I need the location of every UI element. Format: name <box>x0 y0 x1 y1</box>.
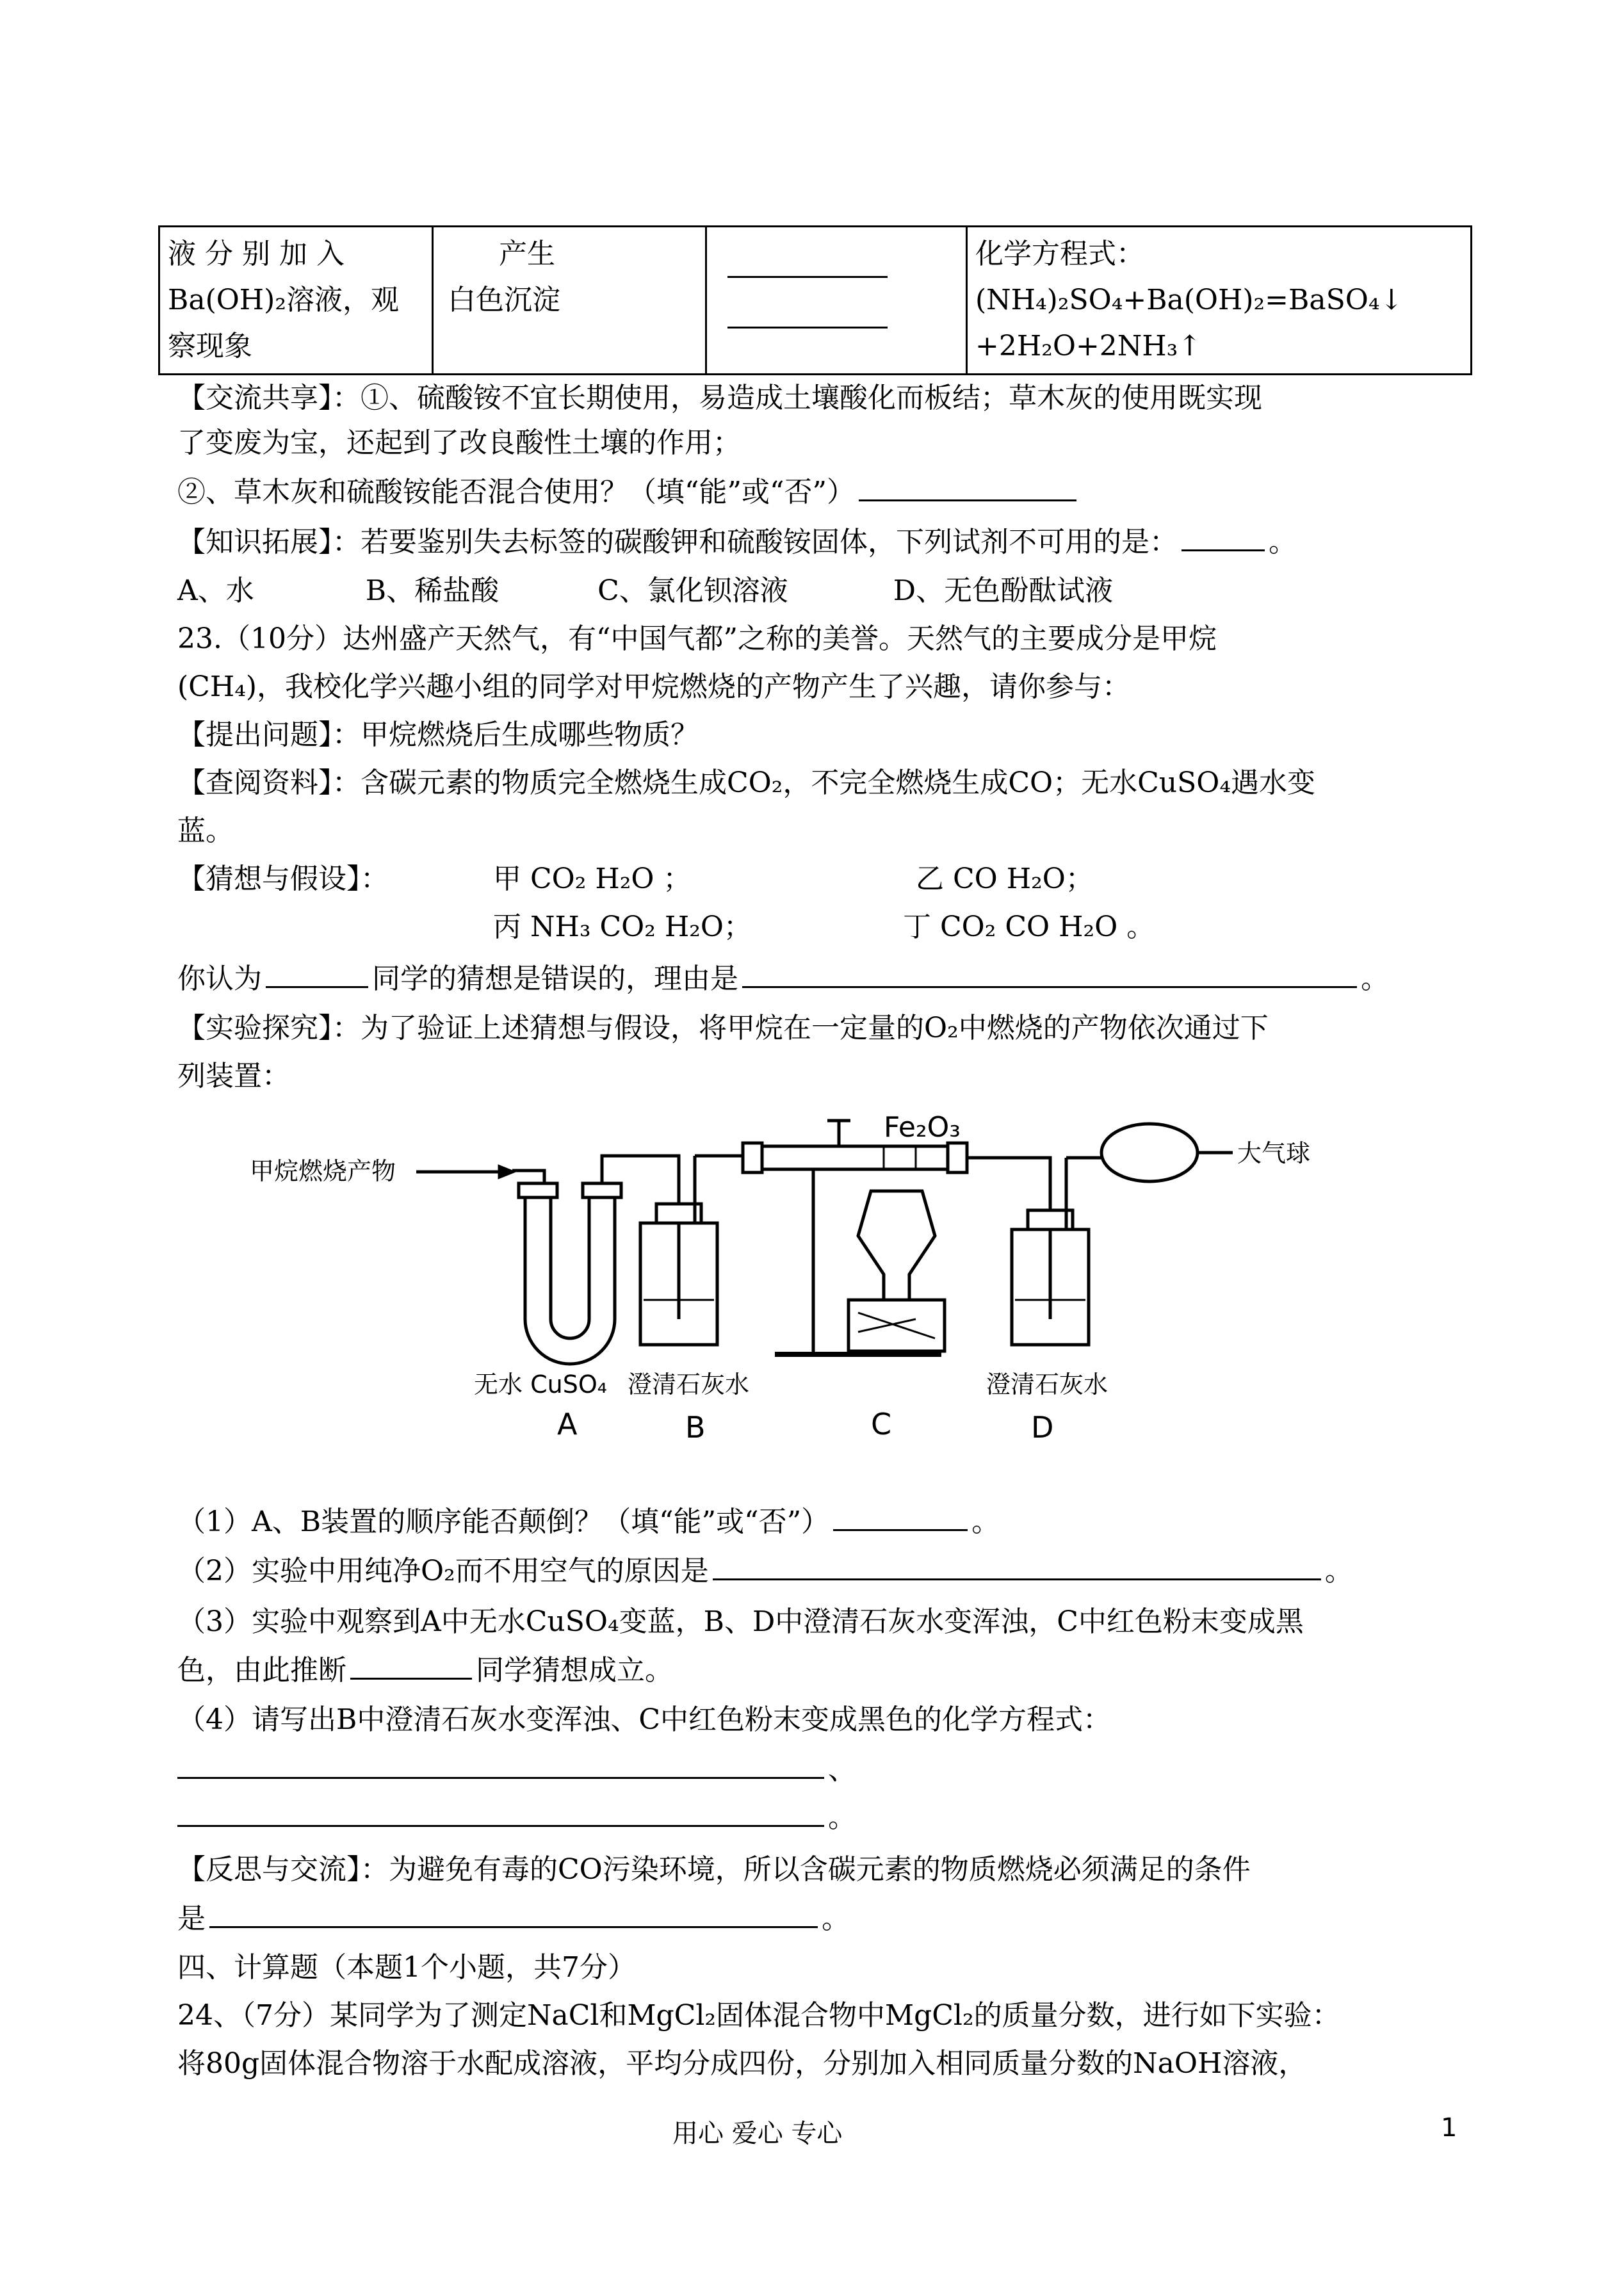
burner-icon <box>858 1191 935 1300</box>
letter-a: A <box>557 1407 578 1441</box>
equation-line-1: 、 <box>177 1751 856 1788</box>
table-text: 察现象 <box>168 330 252 362</box>
answer-blank[interactable] <box>727 301 888 328</box>
table-text: 白色沉淀 <box>448 284 560 316</box>
answer-blank[interactable] <box>177 1751 824 1779</box>
letter-b: B <box>685 1410 706 1441</box>
options-line <box>177 573 1113 609</box>
answer-blank[interactable] <box>177 1799 824 1827</box>
table-cell-operation <box>159 227 433 375</box>
text-line: 将80g固体混合物溶于水配成溶液，平均分成四份，分别加入相同质量分数的NaOH溶液， <box>177 2047 1307 2080</box>
label-a-text: 无水 CuSO₄ <box>474 1370 607 1399</box>
combustion-tube-icon <box>749 1146 961 1169</box>
hypothesis-jia: 甲 CO₂ H₂O ； <box>493 863 692 895</box>
table-text: 液 分 别 加 入 <box>168 238 345 270</box>
text-line: 【实验探究】：为了验证上述猜想与假设，将甲烷在一定量的O₂中燃烧的产物依次通过下 <box>177 1012 1269 1044</box>
answer-blank[interactable] <box>1181 524 1265 551</box>
table-text: Ba(OH)₂溶液，观 <box>168 284 399 316</box>
hypothesis-yi: 乙 CO H₂O； <box>916 863 1094 895</box>
text-line: ②、草木灰和硫酸铵能否混合使用？（填“能”或“否”） <box>177 474 1080 510</box>
answer-blank[interactable] <box>713 1553 1321 1580</box>
text-line: (CH₄)，我校化学兴趣小组的同学对甲烷燃烧的产物产生了兴趣，请你参与： <box>177 670 1131 703</box>
table-text: 产生 <box>499 238 555 270</box>
label-b-text: 澄清石灰水 <box>628 1370 750 1399</box>
letter-d: D <box>1031 1410 1054 1441</box>
hypothesis-bing: 丙 NH₃ CO₂ H₂O； <box>493 911 752 943</box>
table-cell-equation <box>967 227 1472 375</box>
text-line: 24、（7分）某同学为了测定NaCl和MgCl₂固体混合物中MgCl₂的质量分数，进行如下实验： <box>177 1999 1340 2032</box>
table-text: +2H₂O+2NH₃↑ <box>975 330 1202 362</box>
answer-blank[interactable] <box>727 250 888 278</box>
arrow-head-icon <box>499 1167 512 1177</box>
option-c: C、氯化钡溶液 <box>597 574 788 607</box>
text-line: 【提出问题】：甲烷燃烧后生成哪些物质？ <box>177 718 699 751</box>
balloon-icon <box>1101 1124 1198 1181</box>
inlet-label: 甲烷燃烧产物 <box>250 1157 396 1185</box>
text-line: 你认为 同学的猜想是错误的，理由是 。 <box>177 961 1389 997</box>
fe2o3-label: Fe₂O₃ <box>884 1111 961 1144</box>
answer-blank[interactable] <box>742 961 1357 988</box>
apparatus-diagram <box>243 1108 1345 1441</box>
text-line: 【交流共享】：①、硫酸铵不宜长期使用，易造成土壤酸化而板结；草木灰的使用既实现 <box>177 382 1262 414</box>
text-line: 蓝。 <box>177 815 234 847</box>
text-line: 是 。 <box>177 1901 850 1937</box>
answer-blank[interactable] <box>833 1504 968 1531</box>
answer-blank[interactable] <box>209 1901 818 1928</box>
section-heading: 四、计算题（本题1个小题，共7分） <box>177 1951 636 1984</box>
text-line: 【查阅资料】：含碳元素的物质完全燃烧生成CO₂，不完全燃烧生成CO；无水CuSO₄遇水变 <box>177 766 1315 799</box>
text-line: 了变废为宝，还起到了改良酸性土壤的作用； <box>177 426 741 459</box>
experiment-table <box>158 225 1472 375</box>
text-line: 【反思与交流】：为避免有毒的CO污染环境，所以含碳元素的物质燃烧必须满足的条件 <box>177 1853 1251 1886</box>
label-d-text: 澄清石灰水 <box>986 1370 1108 1399</box>
page-number: 1 <box>1441 2113 1458 2143</box>
option-a: A、水 <box>177 574 254 607</box>
answer-blank[interactable] <box>859 474 1076 501</box>
hypothesis-label: 【猜想与假设】： <box>177 863 389 895</box>
text-line: 23.（10分）达州盛产天然气，有“中国气都”之称的美誉。天然气的主要成分是甲烷 <box>177 622 1217 655</box>
hypothesis-ding: 丁 CO₂ CO H₂O 。 <box>903 911 1155 943</box>
option-b: B、稀盐酸 <box>365 574 499 607</box>
table-cell-phenomenon <box>433 227 706 375</box>
table-text: 化学方程式： <box>975 238 1144 270</box>
equation-line-2: 。 <box>177 1799 856 1836</box>
answer-blank[interactable] <box>350 1652 472 1680</box>
question-2: （2）实验中用纯净O₂而不用空气的原因是 。 <box>177 1553 1353 1589</box>
question-4: （4）请写出B中澄清石灰水变浑浊、C中红色粉末变成黑色的化学方程式： <box>177 1703 1111 1736</box>
question-3: （3）实验中观察到A中无水CuSO₄变蓝，B、D中澄清石灰水变浑浊，C中红色粉末变成黑 <box>177 1605 1304 1638</box>
question-1: （1）A、B装置的顺序能否颠倒？（填“能”或“否”） 。 <box>177 1504 1000 1540</box>
table-cell-blank <box>706 227 967 375</box>
letter-c: C <box>871 1407 892 1441</box>
footer-motto: 用心 爱心 专心 <box>672 2119 843 2148</box>
balloon-label: 大气球 <box>1237 1139 1311 1167</box>
text-line: 列装置： <box>177 1060 290 1092</box>
option-d: D、无色酚酞试液 <box>893 574 1114 607</box>
question-3-cont: 色，由此推断 同学猜想成立。 <box>177 1652 673 1689</box>
answer-blank[interactable] <box>266 961 368 988</box>
text-line: 【知识拓展】：若要鉴别失去标签的碳酸钾和硫酸铵固体，下列试剂不可用的是： 。 <box>177 524 1297 560</box>
table-text: (NH₄)₂SO₄+Ba(OH)₂=BaSO₄↓ <box>975 284 1404 316</box>
